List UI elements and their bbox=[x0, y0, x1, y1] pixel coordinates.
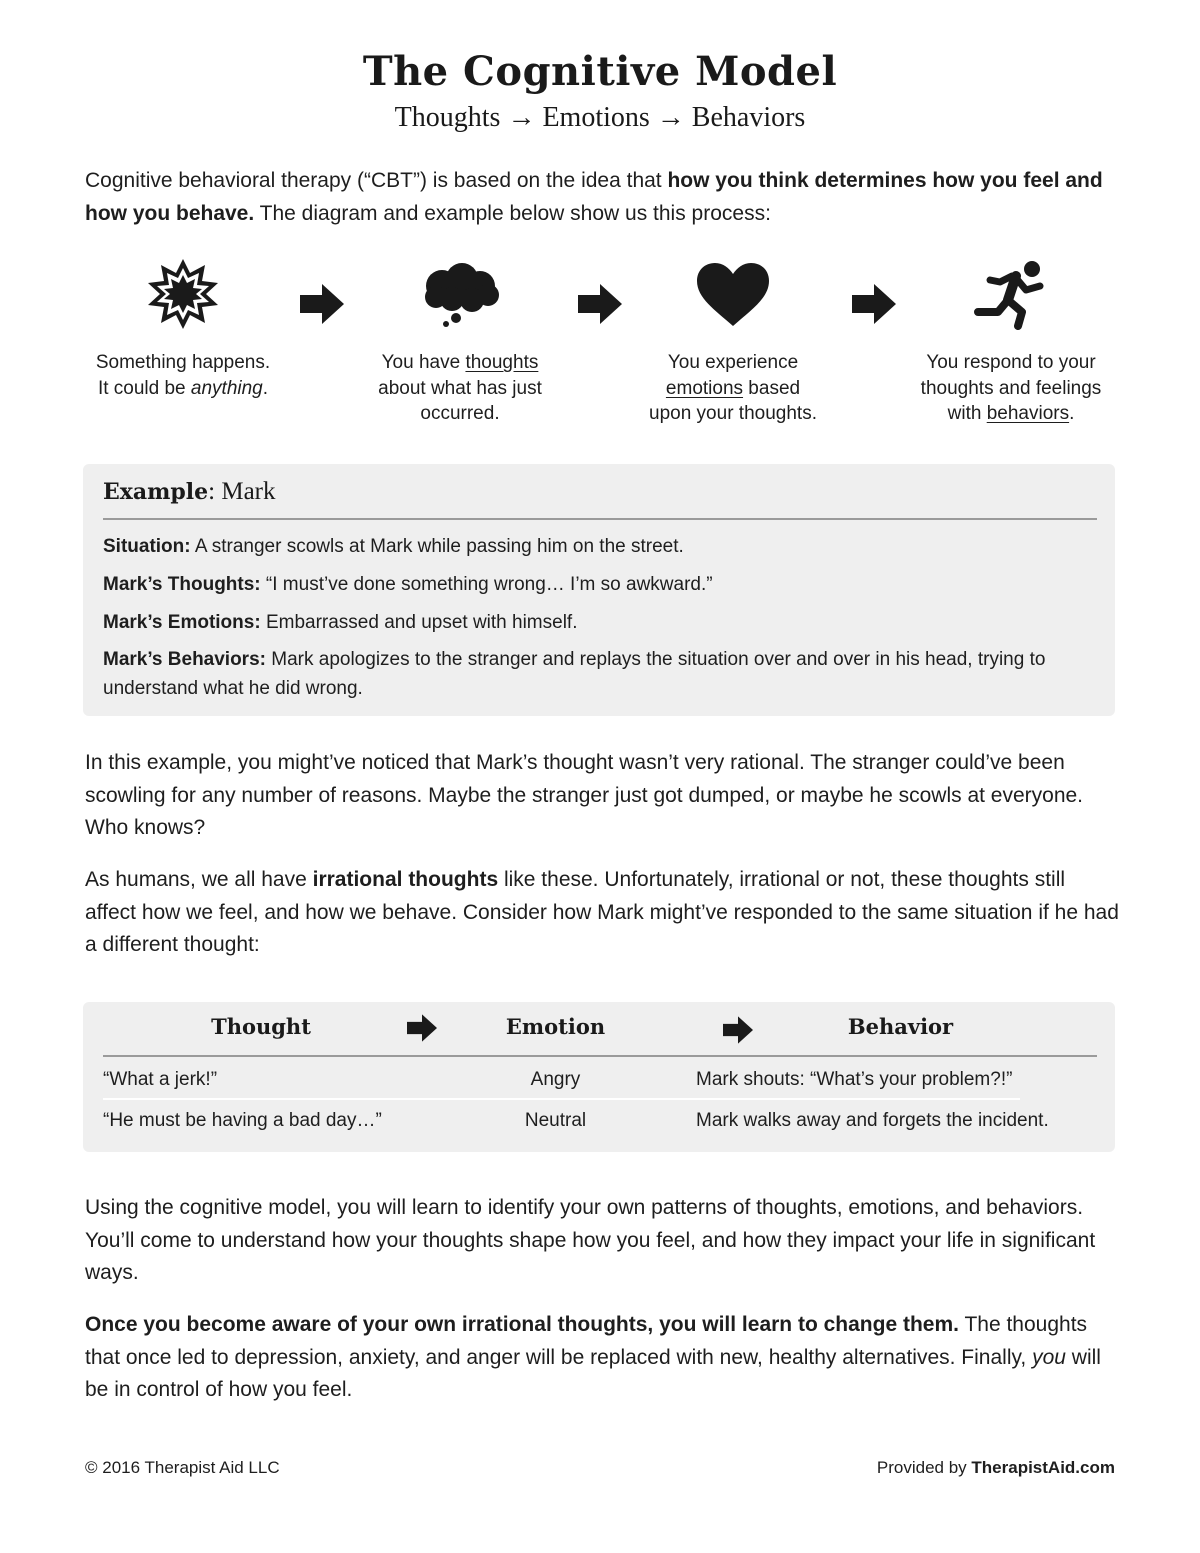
arrow-right-icon bbox=[578, 284, 622, 324]
arrow-right-icon bbox=[852, 284, 896, 324]
footer-provided-by: Provided by TherapistAid.com bbox=[876, 1458, 1115, 1477]
intro-text-2: The diagram and example below show us this process: bbox=[254, 201, 771, 225]
caption-emotions: You experience emotions based upon your thoughts. bbox=[649, 352, 817, 424]
paragraph-irrational-thoughts: As humans, we all have irrational thoughts like these. Unfortunately, irrational or not, these thoughts still affect how we feel, and how we behave. Consider how Mark might’ve responded to the same situation if he had a different thought: bbox=[85, 868, 1119, 956]
table-cell-emotion: Neutral bbox=[524, 1110, 587, 1131]
thought-cloud-icon bbox=[422, 262, 502, 328]
intro-text-1: Cognitive behavioral therapy (“CBT”) is based on the idea that bbox=[85, 169, 668, 192]
table-header-behavior: Behavior bbox=[847, 1014, 954, 1039]
heart-icon bbox=[695, 262, 771, 328]
page-title: The Cognitive Model bbox=[362, 48, 838, 95]
page-subtitle: Thoughts → Emotions → Behaviors bbox=[394, 102, 806, 133]
table-header-thought: Thought bbox=[211, 1014, 311, 1039]
table-cell-thought: “What a jerk!” bbox=[103, 1069, 218, 1090]
paragraph-change-thoughts: Once you become aware of your own irrational thoughts, you will learn to change them. The thoughts that once led to depression, anxiety, and anger will be replaced with new, healthy alternatives. Finally, you will be in control of how you feel. bbox=[85, 1313, 1101, 1401]
intro-paragraph bbox=[85, 165, 1120, 230]
arrow-right-icon bbox=[723, 1016, 753, 1044]
footer-copyright: © 2016 Therapist Aid LLC bbox=[85, 1458, 280, 1477]
divider bbox=[103, 518, 1097, 520]
table-cell-emotion: Angry bbox=[530, 1069, 581, 1090]
row-divider bbox=[103, 1098, 1020, 1100]
example-thoughts: Mark’s Thoughts: “I must’ve done something wrong… I’m so awkward.” bbox=[103, 574, 713, 595]
example-heading: Example: Mark bbox=[103, 478, 276, 505]
arrow-right-icon bbox=[300, 284, 344, 324]
burst-icon bbox=[146, 257, 220, 331]
comparison-table bbox=[83, 1002, 1115, 1152]
arrow-right-icon bbox=[407, 1014, 437, 1042]
intro-bold: how you think determines how you feel and how you behave. bbox=[85, 169, 1103, 225]
table-cell-behavior: Mark shouts: “What’s your problem?!” bbox=[696, 1069, 1013, 1090]
footer-site-link[interactable]: TherapistAid.com bbox=[971, 1458, 1115, 1477]
example-emotions: Mark’s Emotions: Embarrassed and upset with himself. bbox=[103, 612, 578, 633]
example-behaviors: Mark’s Behaviors: Mark apologizes to the stranger and replays the situation over and over in his head, trying to understand what he did wrong. bbox=[103, 649, 1046, 699]
example-situation: Situation: A stranger scowls at Mark while passing him on the street. bbox=[103, 536, 684, 557]
table-header-emotion: Emotion bbox=[505, 1014, 606, 1039]
paragraph-rationality: In this example, you might’ve noticed that Mark’s thought wasn’t very rational. The stranger could’ve been scowling for any number of reasons. Maybe the stranger just got dumped, or maybe he scowls at everyone. Who knows? bbox=[85, 751, 1084, 839]
paragraph-cognitive-model: Using the cognitive model, you will learn to identify your own patterns of thoughts, emotions, and behaviors. You’ll come to understand how your thoughts shape how you feel, and how they impact your life in significant ways. bbox=[85, 1196, 1096, 1284]
table-cell-behavior: Mark walks away and forgets the incident. bbox=[696, 1110, 1049, 1131]
divider bbox=[103, 1055, 1097, 1057]
table-cell-thought: “He must be having a bad day…” bbox=[103, 1110, 382, 1131]
caption-something-happens: Something happens. It could be anything. bbox=[95, 352, 271, 399]
caption-behaviors: You respond to your thoughts and feelings with behaviors. bbox=[920, 352, 1102, 424]
example-panel bbox=[83, 464, 1115, 716]
caption-thoughts: You have thoughts about what has just occurred. bbox=[378, 352, 542, 424]
running-person-icon bbox=[972, 260, 1050, 330]
